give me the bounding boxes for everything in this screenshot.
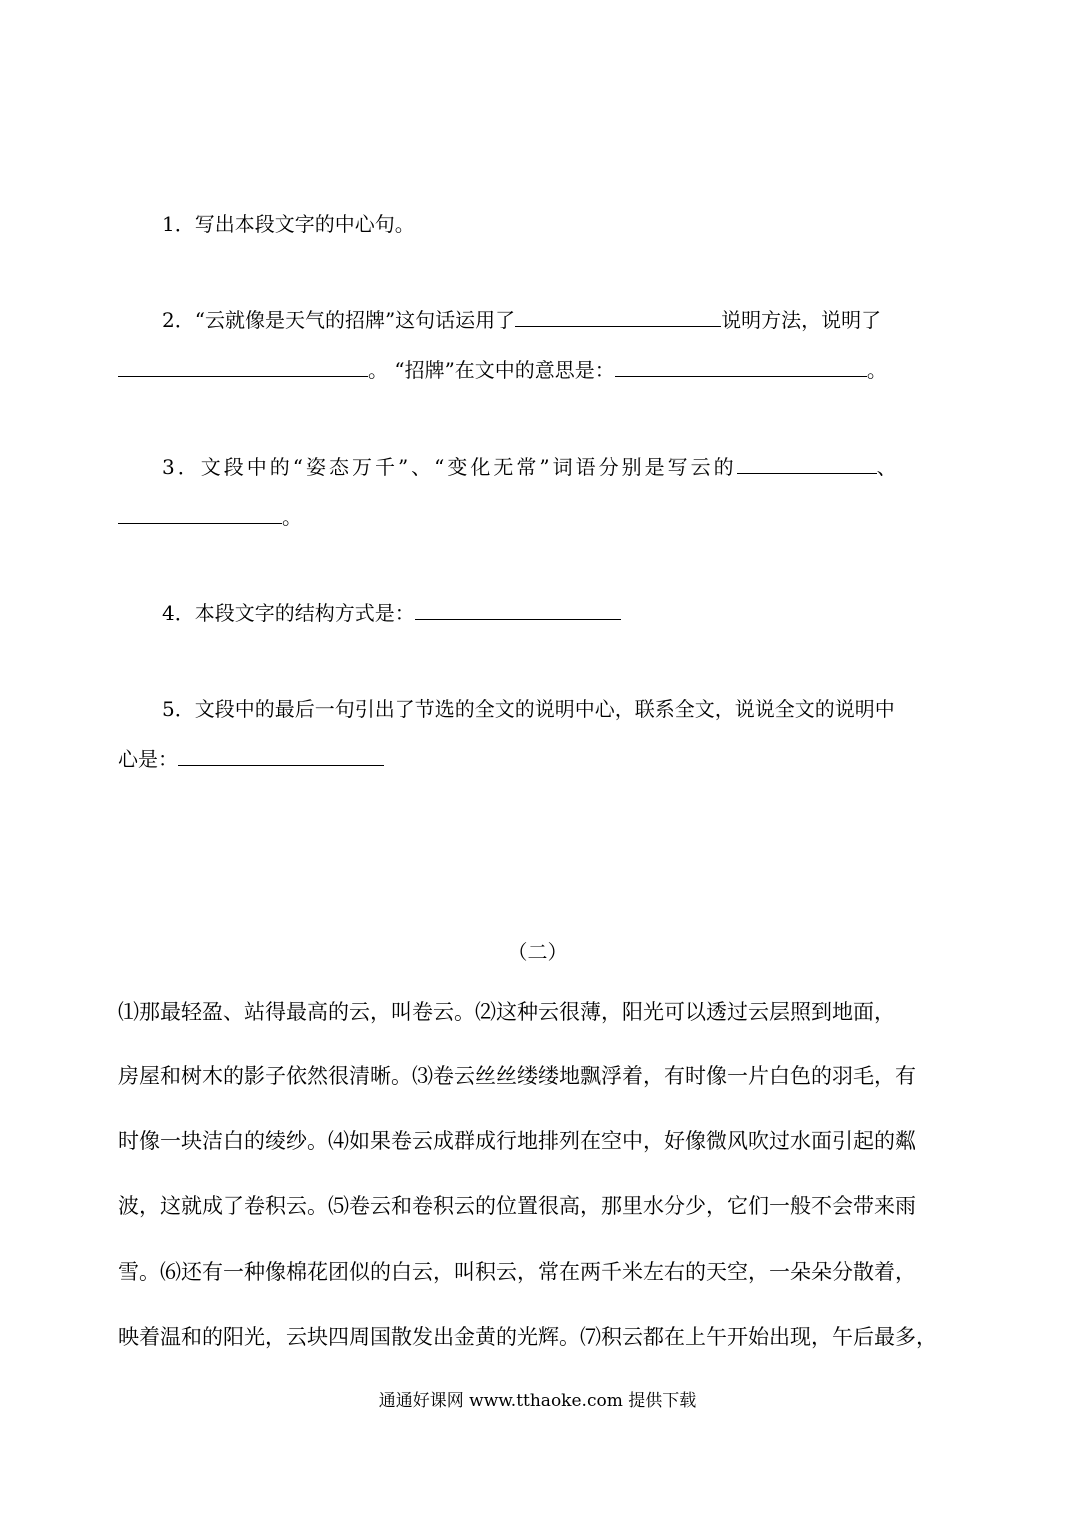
question-5-text-a: 5．文段中的最后一句引出了节选的全文的说明中心，联系全文，说说全文的说明中 [162, 697, 895, 721]
question-4-text: 4．本段文字的结构方式是： [162, 601, 415, 625]
question-2-text-c: 。 “招牌”在文中的意思是： [368, 358, 615, 382]
section-heading: （二） [507, 940, 568, 964]
answer-blank-2c[interactable] [615, 358, 867, 377]
question-2-text-d: 。 [866, 358, 887, 382]
passage-line-2: 房屋和树木的影子依然很清晰。⑶卷云丝丝缕缕地飘浮着，有时像一片白色的羽毛，有 [118, 1064, 916, 1088]
question-5-continued [118, 744, 384, 774]
question-5-text-b: 心是： [118, 747, 178, 771]
passage-line-4: 波，这就成了卷积云。⑸卷云和卷积云的位置很高，那里水分少，它们一般不会带来雨 [118, 1194, 916, 1218]
question-2 [162, 305, 881, 335]
question-3-text-a: 3．文段中的“姿态万千”、“变化无常”词语分别是写云的 [162, 455, 737, 479]
answer-blank-4[interactable] [415, 601, 621, 620]
passage-line-1: ⑴那最轻盈、站得最高的云，叫卷云。⑵这种云很薄，阳光可以透过云层照到地面， [118, 1000, 895, 1024]
question-3-continued [118, 502, 302, 532]
question-4 [162, 598, 621, 628]
passage-line-6: 映着温和的阳光，云块四周国散发出金黄的光辉。⑺积云都在上午开始出现，午后最多， [118, 1325, 937, 1349]
page-footer: 通通好课网 www.tthaoke.com 提供下载 [378, 1391, 697, 1411]
question-2-text-b: 说明方法，说明了 [721, 308, 882, 332]
answer-blank-2a[interactable] [515, 308, 721, 327]
question-3 [162, 452, 900, 482]
question-5 [162, 694, 895, 724]
answer-blank-3a[interactable] [737, 455, 877, 474]
answer-blank-2b[interactable] [118, 358, 368, 377]
question-2-continued [118, 355, 887, 385]
answer-blank-5[interactable] [178, 747, 384, 766]
question-3-text-c: 。 [282, 505, 302, 529]
answer-blank-3b[interactable] [118, 505, 282, 524]
question-1-text: 1．写出本段文字的中心句。 [162, 212, 415, 236]
passage-line-3: 时像一块洁白的绫纱。⑷如果卷云成群成行地排列在空中，好像微风吹过水面引起的粼 [118, 1129, 916, 1153]
question-1 [162, 209, 415, 239]
question-2-text-a: 2．“云就像是天气的招牌”这句话运用了 [162, 308, 516, 332]
question-3-text-b: 、 [876, 455, 900, 479]
passage-line-5: 雪。⑹还有一种像棉花团似的白云，叫积云，常在两千米左右的天空，一朵朵分散着， [118, 1260, 916, 1284]
